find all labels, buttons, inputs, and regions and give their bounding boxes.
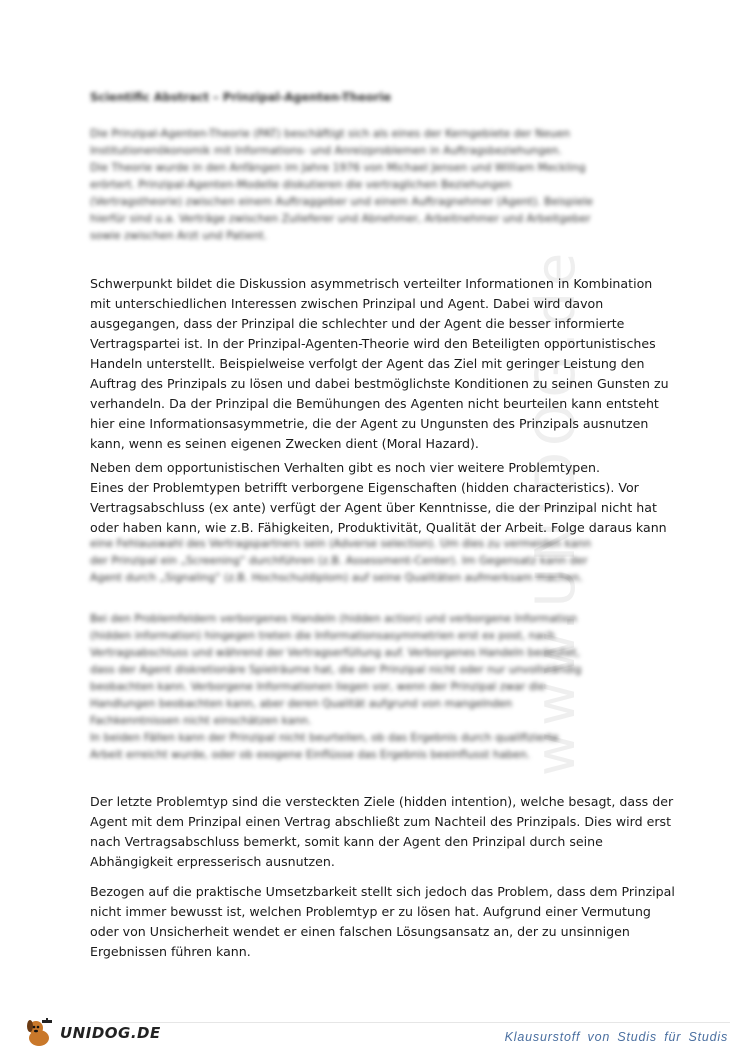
document-title: Scientific Abstract – Prinzipal-Agenten-Theorie xyxy=(90,90,392,104)
paragraph-line: erörtert. Prinzipal-Agenten-Modelle diskutieren die vertraglichen Beziehungen xyxy=(90,178,512,191)
footer-tagline: Klausurstoff von Studis für Studis xyxy=(504,1030,728,1044)
paragraph-line: Institutionenökonomik mit Informations- und Anreizproblemen in Auftragsbeziehungen. xyxy=(90,144,562,157)
paragraph-line: sowie zwischen Arzt und Patient. xyxy=(90,229,268,242)
logo-text: UNIDOG.DE xyxy=(60,1024,161,1042)
blurred-paragraph xyxy=(90,610,690,763)
paragraph-line: beobachten kann. Verborgene Informationen liegen vor, wenn der Prinzipal zwar die xyxy=(90,680,546,693)
paragraph-line: Fachkenntnissen nicht einschätzen kann. xyxy=(90,714,312,727)
paragraph xyxy=(90,882,690,962)
paragraph-line: Agent durch „Signaling“ (z.B. Hochschuldiplom) auf seine Qualitäten aufmerksam machen. xyxy=(90,571,583,584)
paragraph-line: hier eine Informationsasymmetrie, die der Agent zu Ungunsten des Prinzipals ausnutzen xyxy=(90,416,649,431)
paragraph-line: In beiden Fällen kann der Prinzipal nicht beurteilen, ob das Ergebnis durch qualifizierte xyxy=(90,731,559,744)
paragraph-line: Die Prinzipal-Agenten-Theorie (PAT) beschäftigt sich als eines der Kerngebiete der Neuen xyxy=(90,127,571,140)
blurred-paragraph xyxy=(90,535,690,586)
paragraph-line: Handeln unterstellt. Beispielweise verfolgt der Agent das Ziel mit geringer Leistung den xyxy=(90,356,645,371)
paragraph-line: Neben dem opportunistischen Verhalten gibt es noch vier weitere Problemtypen. xyxy=(90,460,601,475)
paragraph-line: Auftrag des Prinzipals zu lösen und dabei bestmöglichste Konditionen zu seinen Gunsten zu xyxy=(90,376,669,391)
paragraph-line: Bezogen auf die praktische Umsetzbarkeit stellt sich jedoch das Problem, dass dem Prinzipal xyxy=(90,884,675,899)
paragraph-line: hierfür sind u.a. Verträge zwischen Zulieferer und Abnehmer, Arbeitnehmer und Arbeitgeber xyxy=(90,212,591,225)
paragraph-line: Handlungen beobachten kann, aber deren Qualität aufgrund von mangelnden xyxy=(90,697,513,710)
watermark: www.UNIDOG.de xyxy=(523,246,587,777)
paragraph-line: oder haben kann, wie z.B. Fähigkeiten, Produktivität, Qualität der Arbeit. Folge daraus kann xyxy=(90,520,667,535)
unidog-logo xyxy=(22,1016,161,1050)
paragraph-line: Agent mit dem Prinzipal einen Vertrag abschließt zum Nachteil des Prinzipals. Dies wird erst xyxy=(90,814,672,829)
paragraph-line: Die Theorie wurde in den Anfängen im Jahre 1976 von Michael Jensen und William Meckling xyxy=(90,161,586,174)
paragraph-line: oder von Unsicherheit wendet er einen falschen Lösungsansatz an, der zu unsinnigen xyxy=(90,924,630,939)
blurred-paragraph xyxy=(90,125,690,244)
paragraph-line: (Vertragstheorie) zwischen einem Auftraggeber und einem Auftragnehmer (Agent). Beispiele xyxy=(90,195,593,208)
paragraph-line: Vertragspartei ist. In der Prinzipal-Agenten-Theorie wird den Beteiligten opportunistisches xyxy=(90,336,656,351)
paragraph-line: ausgegangen, dass der Prinzipal die schlechter und der Agent die besser informierte xyxy=(90,316,625,331)
paragraph-line: nach Vertragsabschluss bemerkt, somit kann der Agent den Prinzipal durch seine xyxy=(90,834,603,849)
paragraph-line: (hidden information) hingegen treten die Informationsasymmetrien erst ex post, nach xyxy=(90,629,555,642)
paragraph-line: verhandeln. Da der Prinzipal die Bemühungen des Agenten nicht beurteilen kann entsteht xyxy=(90,396,659,411)
paragraph-line: mit unterschiedlichen Interessen zwischen Prinzipal und Agent. Dabei wird davon xyxy=(90,296,604,311)
paragraph-line: dass der Agent diskretionäre Spielräume hat, die der Prinzipal nicht oder nur unvollständig xyxy=(90,663,582,676)
paragraph-line: nicht immer bewusst ist, welchen Problemtyp er zu lösen hat. Aufgrund einer Vermutung xyxy=(90,904,651,919)
paragraph-line: Der letzte Problemtyp sind die versteckten Ziele (hidden intention), welche besagt, dass der xyxy=(90,794,674,809)
paragraph-line: Bei den Problemfeldern verborgenes Handeln (hidden action) und verborgene Information xyxy=(90,612,578,625)
footer-divider xyxy=(90,1022,730,1023)
paragraph-line: Schwerpunkt bildet die Diskussion asymmetrisch verteilter Informationen in Kombination xyxy=(90,276,653,291)
paragraph-line: Arbeit erreicht wurde, oder ob exogene Einflüsse das Ergebnis beeinflusst haben. xyxy=(90,748,531,761)
paragraph xyxy=(90,792,690,872)
paragraph-line: Vertragsabschluss und während der Vertragserfüllung auf. Verborgenes Handeln bedeutet, xyxy=(90,646,580,659)
paragraph xyxy=(90,274,690,454)
paragraph-line: Abhängigkeit erpresserisch ausnutzen. xyxy=(90,854,335,869)
paragraph xyxy=(90,458,690,538)
paragraph-line: eine Fehlauswahl des Vertragspartners sein (Adverse selection). Um dies zu vermeiden kann xyxy=(90,537,592,550)
paragraph-line: Vertragsabschluss (ex ante) verfügt der Agent über Kenntnisse, die der Prinzipal nicht hat xyxy=(90,500,657,515)
paragraph-line: Eines der Problemtypen betrifft verborgene Eigenschaften (hidden characteristics). Vor xyxy=(90,480,639,495)
paragraph-line: Ergebnissen führen kann. xyxy=(90,944,251,959)
paragraph-line: der Prinzipal ein „Screening“ durchführen (z.B. Assessment-Center). Im Gegensatz kann der xyxy=(90,554,588,567)
paragraph-line: kann, wenn es seinen eigenen Zwecken dient (Moral Hazard). xyxy=(90,436,479,451)
dog-icon xyxy=(22,1016,56,1050)
